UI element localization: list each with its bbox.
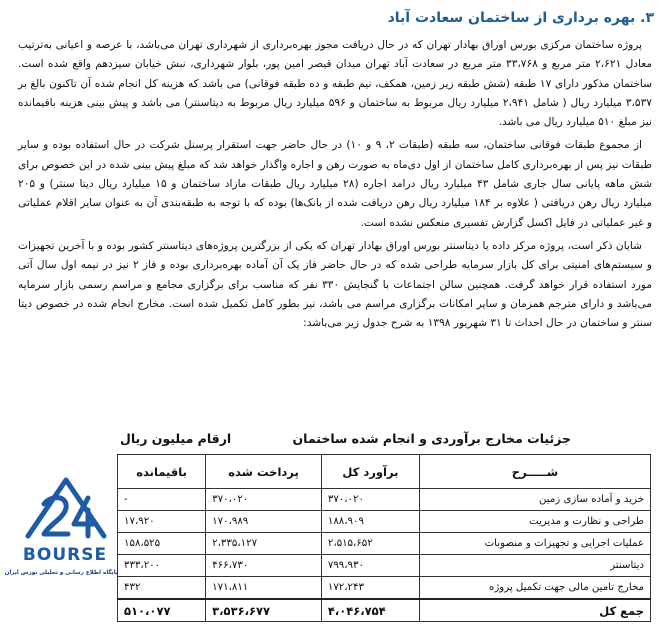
table-title: جزئیات مخارج برآوردی و انجام شده ساختمان	[292, 431, 571, 446]
header-description: شـــــرح	[420, 455, 651, 489]
body-text	[18, 36, 652, 337]
paragraph-upper-floors: از مجموع طبقات فوقانی ساختمان، سه طبقه (طبقات ۲، ۹ و ۱۰) در حال حاضر جهت استقرار پرسنل شرکت در حال استفاده بوده و سایر طبقات نیز پس از بهره‌برداری کامل ساختمان از اول دی‌ماه به صورت رهن و اجاره واگذار خواهد شد که مبلغ پیش بینی شده در این خصوص برای شش ماهه پایانی سال جاری شامل ۴۳ میلیارد ریال درامد اجاره (۲۸ میلیارد ریال طبقات مازاد ساختمان و ۱۵ میلیارد ریال دیتا سنتر) و ۲۰۵ میلیارد ریال رهن دریافتی ( علاوه بر ۱۸۴ میلیارد ریال رهن دریافت شده از بانک‌ها) بوده که با توجه به طبقه‌بندی آن به عنوان سایر اقلام عملیاتی و غیر عملیاتی در فایل اکسل گزارش تفسیری منعکس نشده است.	[18, 139, 652, 229]
row-total-estimate: ۱۸۸،۹۰۹	[321, 511, 419, 533]
row-total-estimate: ۷۹۹،۹۳۰	[321, 555, 419, 577]
total-paid: ۳،۵۳۶،۶۷۷	[206, 599, 322, 622]
row-remaining: ۱۷،۹۲۰	[118, 511, 206, 533]
table-total-row	[118, 599, 651, 622]
table-row	[118, 533, 651, 555]
table-header-row	[118, 455, 651, 489]
row-paid: ۴۶۶،۷۳۰	[206, 555, 322, 577]
table-row	[118, 489, 651, 511]
table-unit-note: ارقام میلیون ریال	[120, 431, 232, 446]
row-remaining: -	[118, 489, 206, 511]
paragraph-building-overview: پروژه ساختمان مرکزی بورس اوراق بهادار تهران که در حال دریافت مجوز بهره‌برداری از شهرداری تهران می‌باشد، با عرصه و اعیانی به‌ترتیب معادل ۲،۶۲۱ متر مربع و ۳۳،۷۶۸ متر مربع در سعادت آباد تهران میدان قیصر امین پور، بلوار شهرداری، نبش خیابان سیزدهم واقع شده است. ساختمان مذکور دارای ۱۷ طبقه (شش طبقه زیر زمین، همکف، نیم طبقه و ده طبقه فوقانی) می باشد که هزینه کل انجام شده آن تاکنون بالغ بر ۳،۵۳۷ میلیارد ریال ( شامل ۲،۹۴۱ میلیارد ریال مربوط به ساختمان و ۵۹۶ میلیارد ریال مربوط به دیتاسنتر) می باشد و پیش بینی هزینه باقیمانده نیز مبلغ ۵۱۰ میلیارد ریال می باشد.	[18, 39, 653, 129]
row-remaining: ۱۵۸،۵۲۵	[118, 533, 206, 555]
logo-wordmark: BOURSE	[22, 545, 108, 565]
row-description: دیتاسنتر	[420, 555, 651, 577]
header-remaining: باقیمانده	[118, 455, 206, 489]
logo-caption: پایگاه اطلاع رسانی و تحلیلی بورس ایران	[4, 570, 118, 576]
row-description: طراحی و نظارت و مدیریت	[420, 511, 651, 533]
row-paid: ۳۷۰،۰۲۰	[206, 489, 322, 511]
row-total-estimate: ۱۷۲،۲۴۳	[321, 577, 419, 600]
row-total-estimate: ۳۷۰،۰۲۰	[321, 489, 419, 511]
row-paid: ۱۷۰،۹۸۹	[206, 511, 322, 533]
costs-table	[117, 454, 651, 622]
total-remaining: ۵۱۰،۰۷۷	[118, 599, 206, 622]
header-paid: پرداخت شده	[206, 455, 322, 489]
bourse-24-logo-icon	[14, 470, 116, 570]
table-row	[118, 555, 651, 577]
row-description: مخارج تامین مالی جهت تکمیل پروژه	[420, 577, 651, 600]
table-row	[118, 577, 651, 600]
total-label: جمع کل	[420, 599, 651, 622]
header-total-estimate: برآورد کل	[321, 455, 419, 489]
row-description: عملیات اجرایی و تجهیزات و منصوبات	[420, 533, 651, 555]
total-estimate: ۴،۰۴۶،۷۵۴	[321, 599, 419, 622]
paragraph-datacenter: شایان ذکر است، پروژه مرکز داده یا دیتاسنتر بورس اوراق بهادار تهران که یکی از بزرگترین پروژه‌های دیتاسنتر کشور بوده و با آخرین تجهیزات و سیستم‌های امنیتی برای کل بازار سرمایه طراحی شده که در حال حاضر فاز یک آن آماده بهره‌برداری بوده و فاز ۲ نیز در نیمه اول سال آتی مورد استفاده قرار خواهد گرفت. همچنین سالن اجتماعات با گنجایش ۳۳۰ نفر که مناسب برای برگزاری مجامع و مراسم رسمی بازار سرمایه می‌باشد و دارای مترجم همزمان و سایر امکانات برگزاری مراسم می باشد، نیز بطور کامل تکمیل شده است. مخارج انجام شده در خصوص دیتا سنتر و ساختمان در حال احداث تا ۳۱ شهریور ۱۳۹۸ به شرح جدول زیر می‌باشد:	[18, 239, 653, 330]
row-total-estimate: ۲،۵۱۵،۶۵۲	[321, 533, 419, 555]
row-remaining: ۴۳۲	[118, 577, 206, 600]
row-paid: ۲،۳۳۵،۱۲۷	[206, 533, 322, 555]
row-description: خرید و آماده سازی زمین	[420, 489, 651, 511]
row-paid: ۱۷۱،۸۱۱	[206, 577, 322, 600]
table-row	[118, 511, 651, 533]
section-heading: ۳. بهره برداری از ساختمان سعادت آباد	[387, 10, 654, 26]
row-remaining: ۳۳۳،۲۰۰	[118, 555, 206, 577]
